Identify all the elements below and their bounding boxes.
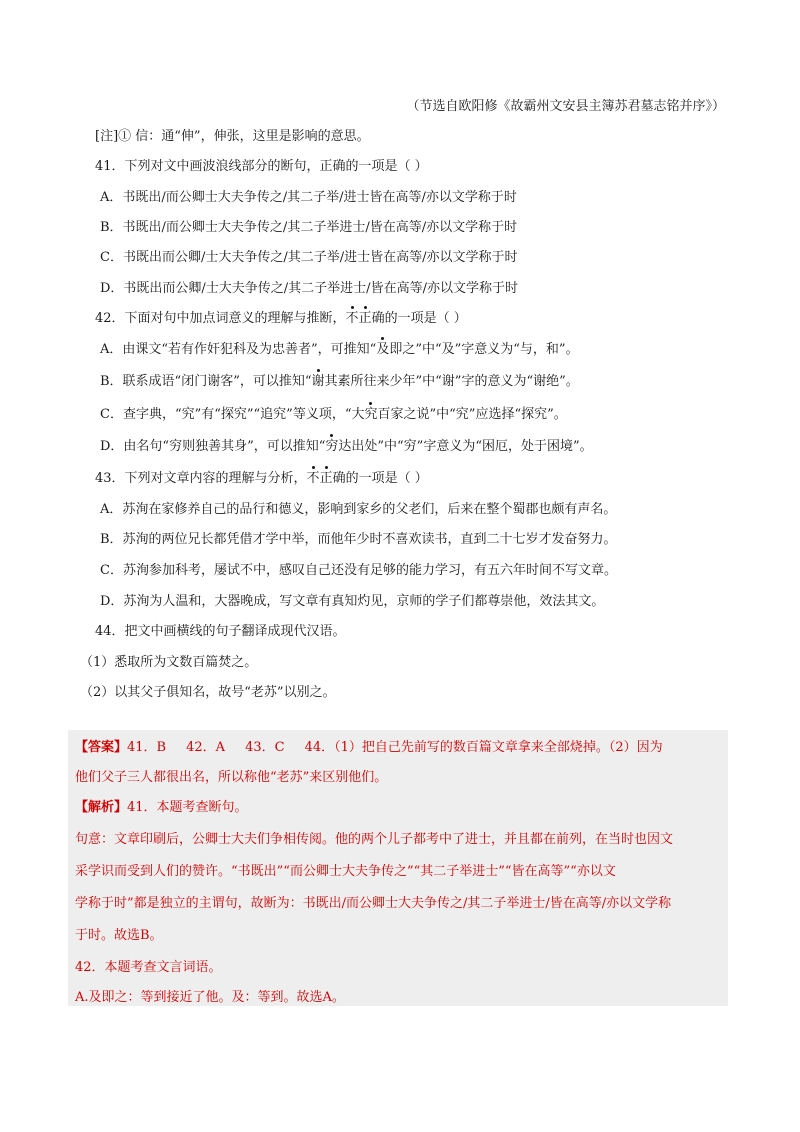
analysis-line: 42．本题考查文言词语。 [75, 960, 222, 975]
analysis-line: 学称于时”都是独立的主谓句，故断为：书既出/而公卿士大夫争传之/其二子举进士/皆在高等/亦以文学称 [75, 896, 672, 911]
question-42-option-b [100, 372, 730, 392]
option-text: A．由课文“若有作奸犯科及为忠善者”，可推知“ [100, 342, 377, 357]
answer-42: 42．A [186, 740, 226, 755]
analysis-line: 采学识而受到人们的赞许。“书既出”“而公卿士大夫争传之”“其二子举进士”“皆在高等”“亦以文 [75, 864, 616, 879]
dotted-word: 及 [376, 340, 389, 360]
question-43-option-d: D．苏洵为人温和，大器晚成，写文章有真知灼见，京师的学子们都尊崇他，效法其文。 [100, 594, 605, 609]
dotted-word: 究 [364, 405, 377, 425]
question-44-item-2: （2）以其父子俱知名，故号“老苏”以别之。 [80, 685, 336, 700]
option-text: B．联系成语“闭门谢客”，可以推知“ [100, 374, 312, 389]
question-44-item-1: （1）悉取所为文数百篇焚之。 [80, 655, 258, 670]
question-42-stem-pre: 42．下面对句中加点词意义的理解与推断， [95, 311, 346, 326]
question-43-option-c: C．苏洵参加科考，屡试不中，感叹自己还没有足够的能力学习，有五六年时间不写文章。 [100, 563, 617, 578]
emphasis-dot-char: 正 [359, 309, 372, 329]
question-43-stem [95, 469, 730, 489]
question-41-option-b: B．书既出/而公卿士大夫争传之/其二子举进士/皆在高等/亦以文学称于时 [100, 220, 518, 235]
emphasis-dot-char: 正 [320, 469, 333, 489]
question-43-stem-pre: 43．下列对文章内容的理解与分析， [95, 471, 307, 486]
emphasis-dotted-text [346, 311, 372, 326]
option-text: 即之”中“及”字意义为“与，和”。 [389, 342, 579, 357]
question-42-stem-post: 确的一项是（ ） [371, 311, 467, 326]
option-text: 达出处”中“穷”字意义为“困厄，处于困境”。 [338, 439, 593, 454]
option-text: D．由名句“穷则独善其身”，可以推知“ [100, 439, 326, 454]
analysis-line: 句意：文章印刷后，公卿士大夫们争相传阅。他的两个儿子都考中了进士，并且都在前列，在当时也因文 [75, 832, 674, 847]
answer-tag: 【答案】 [75, 740, 128, 755]
question-43-stem-post: 确的一项是（ ） [332, 471, 428, 486]
option-text: 其素所往来少年”中“谢”字的意义为“谢绝”。 [324, 374, 579, 389]
question-42-option-d [100, 437, 730, 457]
answer-44: 44．（1）把自己先前写的数百篇文章拿来全部烧掉。（2）因为 [304, 740, 663, 755]
answer-line-1 [75, 738, 728, 758]
dotted-word: 谢 [312, 372, 325, 392]
option-text: C．查字典，“究”有“探究”“追究”等义项，“大 [100, 407, 365, 422]
question-41-stem: 41．下列对文中画波浪线部分的断句，正确的一项是（ ） [95, 159, 428, 174]
analysis-header [75, 798, 728, 818]
emphasis-dot-char: 不 [346, 309, 359, 329]
answer-43: 43．C [245, 740, 285, 755]
question-43-option-a: A．苏洵在家修养自己的品行和德义，影响到家乡的父老们，后来在整个蜀郡也颇有声名。 [100, 502, 617, 517]
question-42-option-a [100, 340, 730, 360]
dotted-word: 穷 [325, 437, 338, 457]
analysis-intro: 41．本题考查断句。 [127, 800, 248, 815]
emphasis-dot-char: 不 [307, 469, 320, 489]
option-text: 百家之说”中“究”应选择“探究”。 [377, 407, 567, 422]
answer-line-2: 他们父子三人都很出名，所以称他“老苏”来区别他们。 [75, 770, 388, 785]
annotation-note: [注]① 信：通“伸”，伸张，这里是影响的意思。 [95, 129, 370, 144]
answer-41: 41．B [127, 740, 167, 755]
analysis-line: 于时。故选B。 [75, 928, 163, 943]
question-41-option-c: C．书既出而公卿/士大夫争传之/其二子举/进士皆在高等/亦以文学称于时 [100, 250, 518, 265]
question-43-option-b: B．苏洵的两位兄长都凭借才学中举，而他年少时不喜欢读书，直到二十七岁才发奋努力。 [100, 532, 617, 547]
question-41-option-a: A．书既出/而公卿士大夫争传之/其二子举/进士皆在高等/亦以文学称于时 [100, 190, 517, 205]
question-41-option-d: D．书既出而公卿/士大夫争传之/其二子举进士/皆在高等/亦以文学称于时 [100, 281, 518, 296]
analysis-line: A.及即之：等到接近了他。及：等到。故选A。 [75, 990, 345, 1005]
question-44-stem: 44．把文中画横线的句子翻译成现代汉语。 [95, 624, 346, 639]
question-42-stem [95, 309, 730, 329]
analysis-tag: 【解析】 [75, 800, 128, 815]
source-citation: （节选自欧阳修《故霸州文安县主簿苏君墓志铭并序》） [406, 99, 725, 114]
question-42-option-c [100, 405, 730, 425]
